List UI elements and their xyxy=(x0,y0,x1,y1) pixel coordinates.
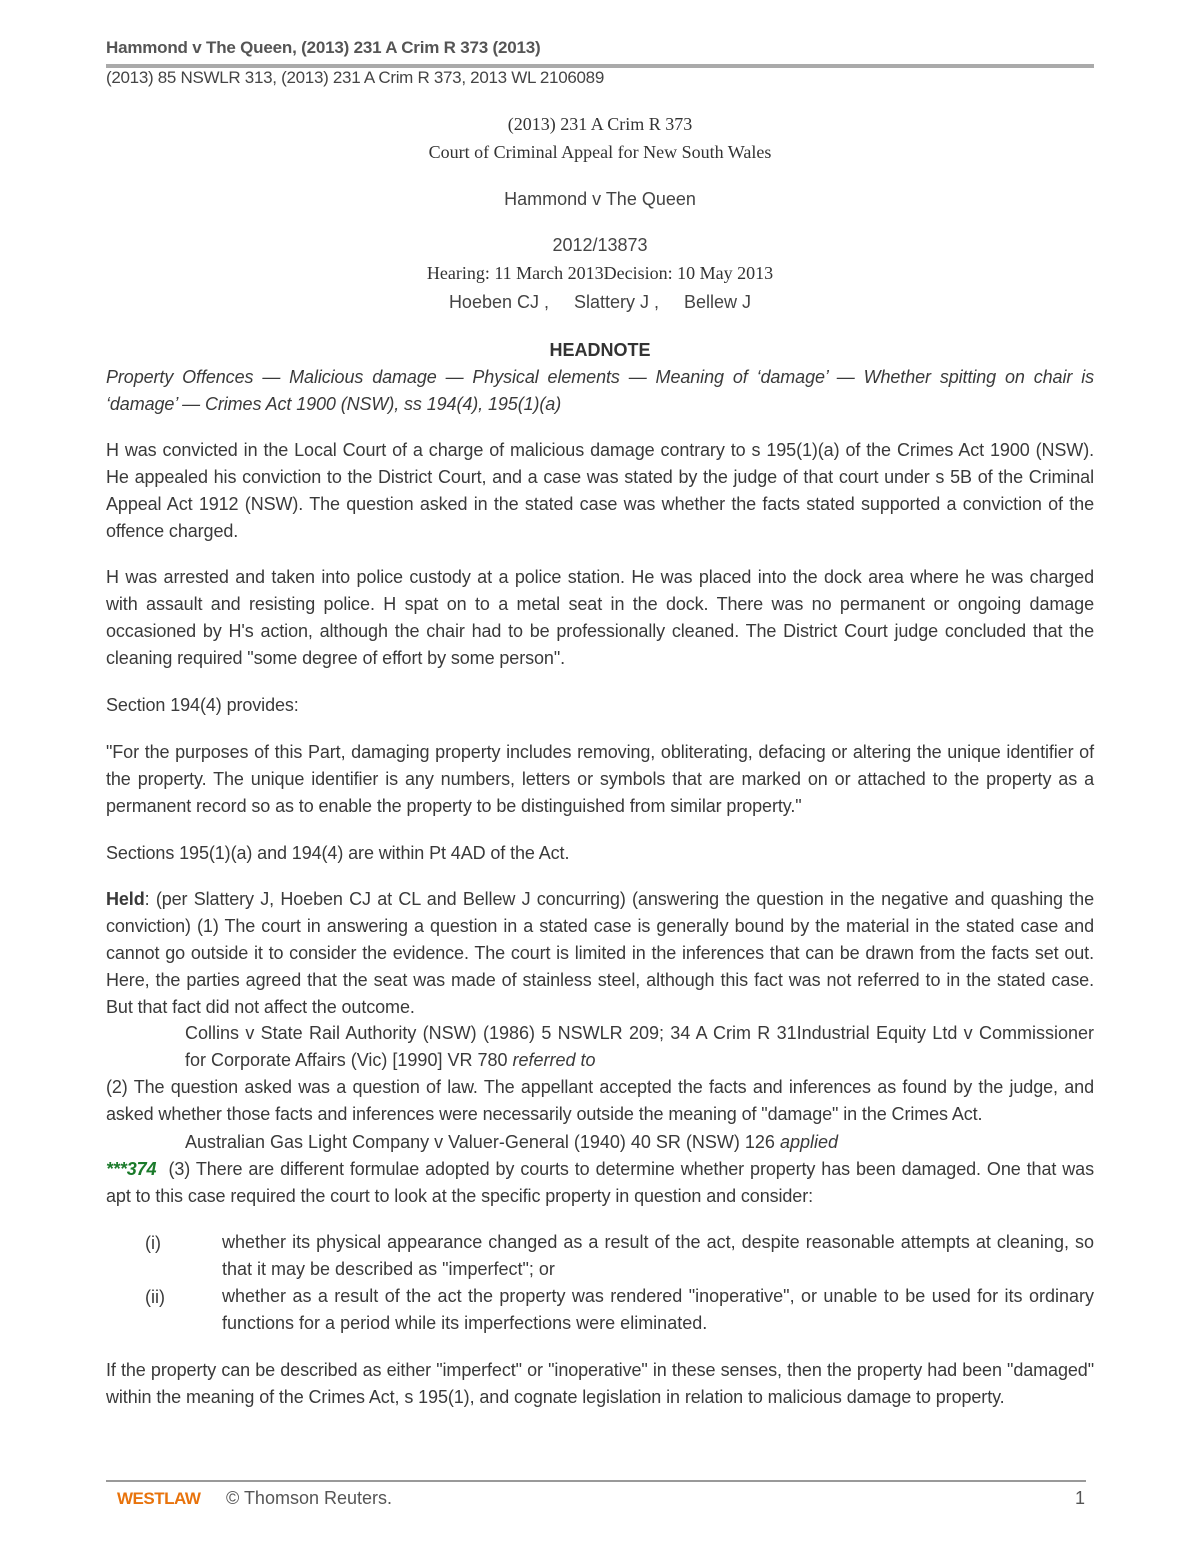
footer-rule xyxy=(106,1480,1086,1482)
case-reference-2 xyxy=(185,1129,1094,1156)
document-header xyxy=(106,38,1094,58)
reference-treatment: applied xyxy=(779,1132,838,1152)
case-number: 2012/13873 xyxy=(552,235,648,255)
paragraph-question-of-law: (2) The question asked was a question of law. The appellant accepted the facts and inferences as found by the judge, and asked whether those facts and inferences were necessarily outside the meaning of "damage" in the Crimes Act. xyxy=(106,1077,1094,1124)
paragraph-section-intro: Section 194(4) provides: xyxy=(106,695,299,715)
court-name: Court of Criminal Appeal for New South Wales xyxy=(428,142,772,162)
catchwords: Property Offences — Malicious damage — Physical elements — Meaning of ‘damage’ — Whether spitting on chair is ‘damage’ — Crimes Act 1900 (NSW), ss 194(4), 195(1)(a) xyxy=(106,367,1094,414)
star-page-marker[interactable]: ***374 xyxy=(106,1159,157,1179)
paragraph-section-quote: "For the purposes of this Part, damaging property includes removing, obliterating, defacing or altering the unique identifier of the property. The unique identifier is any numbers, letters or symbols that are marked on or attached to the property as a permanent record so as to enable the property to be distinguished from similar property." xyxy=(106,742,1094,816)
copyright-notice: © Thomson Reuters. xyxy=(226,1488,392,1508)
list-item-ii: whether as a result of the act the property was rendered "inoperative", or unable to be used for its ordinary functions for a period while its imperfections were eliminated. xyxy=(222,1286,1094,1333)
paragraph-formulae xyxy=(106,1156,1094,1210)
list-item-i: whether its physical appearance changed as a result of the act, despite reasonable attempts at cleaning, so that it may be described as "imperfect"; or xyxy=(222,1232,1094,1279)
reference-text: Australian Gas Light Company v Valuer-General (1940) 40 SR (NSW) 126 xyxy=(185,1132,780,1152)
report-citation: (2013) 231 A Crim R 373 xyxy=(507,114,693,134)
list-number-i: (i) xyxy=(145,1233,161,1253)
case-name: Hammond v The Queen xyxy=(504,189,696,209)
document-title: Hammond v The Queen, (2013) 231 A Crim R 373 (2013) xyxy=(106,38,541,57)
reference-treatment: referred to xyxy=(512,1050,596,1070)
case-reference-1 xyxy=(185,1020,1094,1074)
formulae-text: (3) There are different formulae adopted by courts to determine whether property has been damaged. One that was apt to this case required the court to look at the specific property in question and consider: xyxy=(106,1159,1094,1206)
headnote-heading: HEADNOTE xyxy=(549,340,651,360)
paragraph-sections: Sections 195(1)(a) and 194(4) are within Pt 4AD of the Act. xyxy=(106,843,570,863)
judges: Hoeben CJ , Slattery J , Bellew J xyxy=(448,292,752,312)
reference-text: Collins v State Rail Authority (NSW) (1986) 5 NSWLR 209; 34 A Crim R 31Industrial Equity Ltd v Commissioner for Corporate Affairs (Vic) [1990] VR 780 xyxy=(185,1023,1094,1070)
westlaw-logo: WESTLAW xyxy=(117,1489,201,1508)
page-number: 1 xyxy=(1075,1488,1086,1508)
hearing-dates: Hearing: 11 March 2013Decision: 10 May 2013 xyxy=(426,263,774,283)
paragraph-facts-2: H was arrested and taken into police custody at a police station. He was placed into the dock area where he was charged with assault and resisting police. H spat on to a metal seat in the dock. There was no permanent or ongoing damage occasioned by H's action, although the chair had to be professionally cleaned. The District Court judge concluded that the cleaning required "some degree of effort by some person". xyxy=(106,567,1094,668)
list-number-ii: (ii) xyxy=(145,1287,165,1307)
paragraph-conclusion: If the property can be described as either "imperfect" or "inoperative" in these senses, then the property had been "damaged" within the meaning of the Crimes Act, s 195(1), and cognate legislation in relation to malicious damage to property. xyxy=(106,1360,1094,1407)
held-label: Held xyxy=(106,889,145,909)
parallel-citations: (2013) 85 NSWLR 313, (2013) 231 A Crim R 373, 2013 WL 2106089 xyxy=(106,68,604,87)
paragraph-facts-1: H was convicted in the Local Court of a charge of malicious damage contrary to s 195(1)(a) of the Crimes Act 1900 (NSW). He appealed his conviction to the District Court, and a case was stated by the judge of that court under s 5B of the Criminal Appeal Act 1912 (NSW). The question asked in the stated case was whether the facts stated supported a conviction of the offence charged. xyxy=(106,440,1094,541)
paragraph-held xyxy=(106,886,1094,1021)
held-text: : (per Slattery J, Hoeben CJ at CL and Bellew J concurring) (answering the question in the negative and quashing the conviction) (1) The court in answering a question in a stated case is generally bound by the material in the stated case and cannot go outside it to consider the evidence. The court is limited in the inferences that can be drawn from the facts set out. Here, the parties agreed that the seat was made of stainless steel, although this fact was not referred to in the stated case. But that fact did not affect the outcome. xyxy=(106,889,1094,1017)
